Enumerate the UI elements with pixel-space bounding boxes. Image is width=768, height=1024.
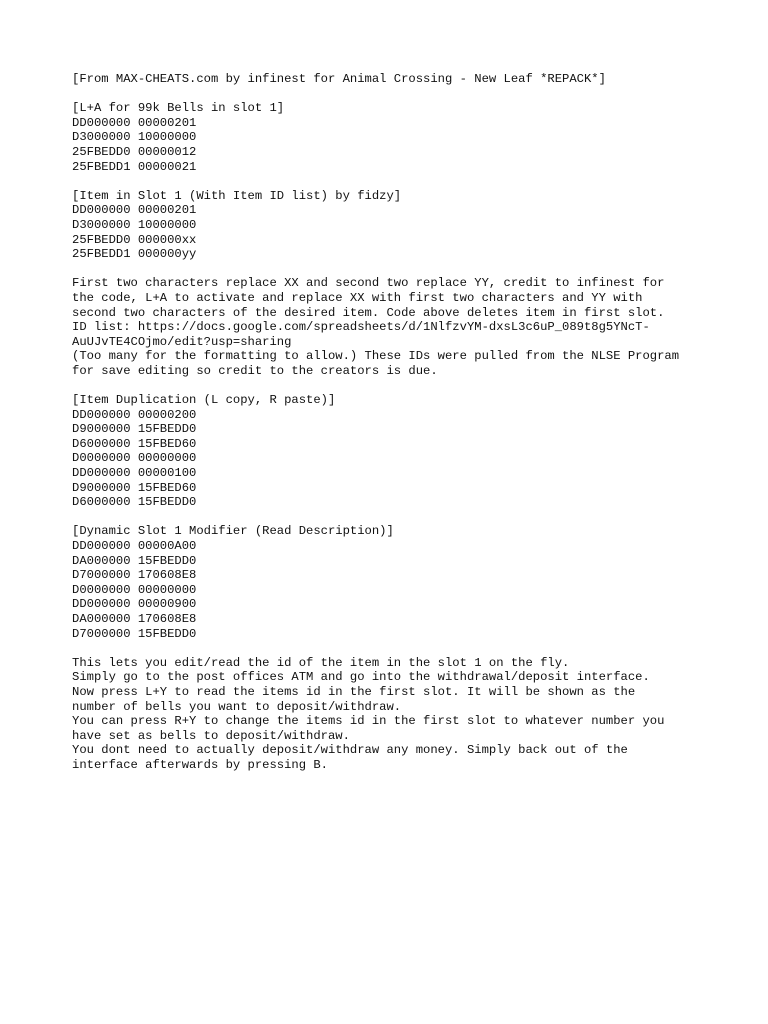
code-line: D9000000 15FBED60 bbox=[72, 480, 197, 495]
code-section-99k-bells bbox=[72, 101, 712, 174]
document-page bbox=[72, 72, 712, 787]
code-line: D7000000 15FBEDD0 bbox=[72, 626, 197, 641]
paragraph-line: for save editing so credit to the creators is due. bbox=[72, 363, 438, 378]
code-line: 25FBEDD1 00000021 bbox=[72, 159, 197, 174]
code-line: DA000000 15FBEDD0 bbox=[72, 553, 197, 568]
id-list-link-line: AuUJvTE4COjmo/edit?usp=sharing bbox=[72, 334, 292, 349]
paragraph-line: (Too many for the formatting to allow.) These IDs were pulled from the NLSE Program bbox=[72, 349, 680, 364]
description-paragraph-2 bbox=[72, 656, 712, 773]
section-title: [Dynamic Slot 1 Modifier (Read Description)] bbox=[72, 524, 394, 539]
description-paragraph-1 bbox=[72, 276, 712, 378]
code-line: DD000000 00000A00 bbox=[72, 539, 197, 553]
paragraph-line: the code, L+A to activate and replace XX with first two characters and YY with bbox=[72, 290, 643, 305]
section-title: [Item in Slot 1 (With Item ID list) by fidzy] bbox=[72, 188, 402, 203]
paragraph-line: interface afterwards by pressing B. bbox=[72, 757, 328, 772]
code-section-item-in-slot bbox=[72, 189, 712, 262]
code-line: D0000000 00000000 bbox=[72, 451, 197, 466]
paragraph-line: second two characters of the desired item. Code above deletes item in first slot. bbox=[72, 305, 665, 320]
code-line: D3000000 10000000 bbox=[72, 130, 197, 145]
code-line: DD000000 00000100 bbox=[72, 466, 197, 481]
section-title: [Item Duplication (L copy, R paste)] bbox=[72, 393, 336, 408]
code-line: DA000000 170608E8 bbox=[72, 611, 197, 626]
paragraph-line: Simply go to the post offices ATM and go into the withdrawal/deposit interface. bbox=[72, 670, 650, 685]
code-line: DD000000 00000201 bbox=[72, 115, 197, 130]
code-line: DD000000 00000200 bbox=[72, 407, 197, 422]
header-block bbox=[72, 72, 712, 87]
code-line: D0000000 00000000 bbox=[72, 582, 197, 597]
paragraph-line: First two characters replace XX and second two replace YY, credit to infinest for bbox=[72, 276, 665, 291]
code-line: D3000000 10000000 bbox=[72, 217, 197, 232]
paragraph-line: You dont need to actually deposit/withdraw any money. Simply back out of the bbox=[72, 743, 628, 758]
code-section-item-duplication bbox=[72, 393, 712, 510]
code-line: 25FBEDD0 00000012 bbox=[72, 144, 197, 159]
code-line: 25FBEDD0 000000xx bbox=[72, 232, 197, 247]
code-line: D6000000 15FBED60 bbox=[72, 436, 197, 451]
code-line: DD000000 00000900 bbox=[72, 597, 197, 612]
section-title: [L+A for 99k Bells in slot 1] bbox=[72, 101, 285, 116]
header-line: [From MAX-CHEATS.com by infinest for Animal Crossing - New Leaf *REPACK*] bbox=[72, 72, 606, 86]
code-section-dynamic-slot-modifier bbox=[72, 524, 712, 641]
paragraph-line: Now press L+Y to read the items id in the first slot. It will be shown as the bbox=[72, 684, 636, 699]
paragraph-line: This lets you edit/read the id of the item in the slot 1 on the fly. bbox=[72, 655, 570, 670]
paragraph-line: You can press R+Y to change the items id in the first slot to whatever number you bbox=[72, 714, 665, 729]
id-list-link-line: ID list: https://docs.google.com/spreadsheets/d/1NlfzvYM-dxsL3c6uP_089t8g5YNcT- bbox=[72, 320, 650, 335]
paragraph-line: have set as bells to deposit/withdraw. bbox=[72, 728, 350, 743]
code-line: 25FBEDD1 000000yy bbox=[72, 247, 197, 262]
code-line: D7000000 170608E8 bbox=[72, 568, 197, 583]
code-line: D9000000 15FBEDD0 bbox=[72, 422, 197, 437]
code-line: DD000000 00000201 bbox=[72, 203, 197, 218]
paragraph-line: number of bells you want to deposit/withdraw. bbox=[72, 699, 402, 714]
code-line: D6000000 15FBEDD0 bbox=[72, 495, 197, 510]
